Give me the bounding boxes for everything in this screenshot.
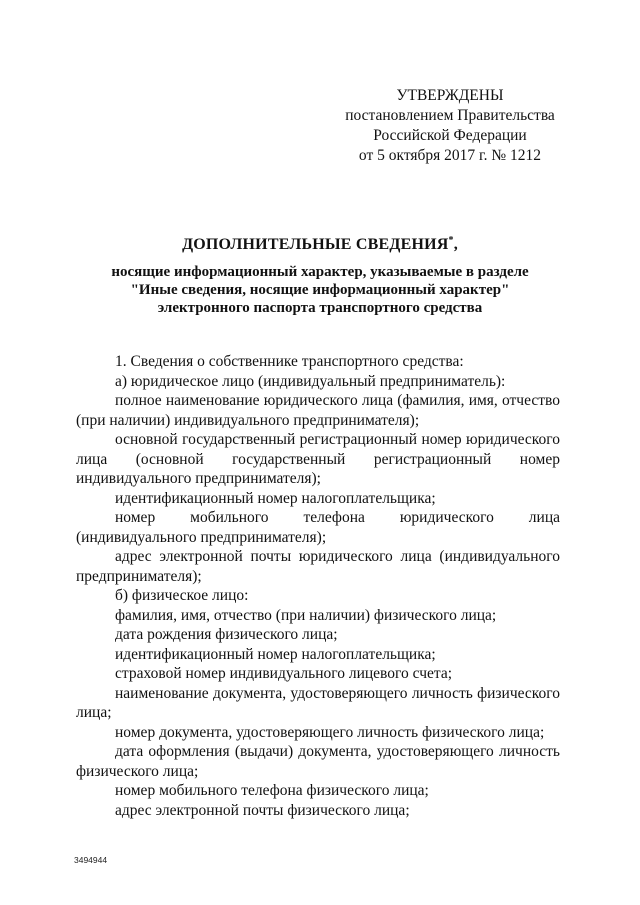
- list-item: номер мобильного телефона юридического лица (индивидуального предпринимателя);: [76, 509, 560, 546]
- approval-stamp: [330, 86, 570, 166]
- approval-government: Российской Федерации: [373, 127, 527, 144]
- list-item: фамилия, имя, отчество (при наличии) физического лица;: [115, 606, 497, 624]
- list-item: дата рождения физического лица;: [115, 626, 338, 643]
- list-item: адрес электронной почты юридического лица (индивидуального предпринимателя);: [76, 548, 560, 585]
- document-body: [76, 352, 560, 820]
- document-title-block: [76, 233, 564, 317]
- footnote-mark: *: [448, 235, 454, 246]
- subtitle-line-3: электронного паспорта транспортного средства: [157, 300, 483, 316]
- list-item: наименование документа, удостоверяющего личность физического лица;: [76, 684, 560, 721]
- approval-heading: УТВЕРЖДЕНЫ: [396, 87, 504, 104]
- subtitle-line-2: "Иные сведения, носящие информационный характер": [130, 282, 510, 298]
- section-1-heading: 1. Сведения о собственнике транспортного средства:: [115, 353, 464, 370]
- list-item: адрес электронной почты физического лица;: [115, 801, 410, 819]
- list-item: страховой номер индивидуального лицевого счета;: [115, 665, 453, 682]
- list-item: полное наименование юридического лица (фамилия, имя, отчество (при наличии) индивидуального предпринимателя);: [76, 392, 560, 429]
- subsection-b-heading: б) физическое лицо:: [115, 587, 249, 604]
- list-item: идентификационный номер налогоплательщика;: [115, 489, 436, 507]
- approval-date-number: от 5 октября 2017 г. № 1212: [358, 147, 542, 164]
- subsection-a-heading: а) юридическое лицо (индивидуальный предприниматель):: [115, 372, 506, 390]
- subtitle-line-1: носящие информационный характер, указываемые в разделе: [111, 264, 529, 280]
- document-title: [76, 233, 564, 257]
- list-item: номер документа, удостоверяющего личность физического лица;: [115, 723, 545, 741]
- list-item: дата оформления (выдачи) документа, удостоверяющего личность физического лица;: [76, 743, 560, 780]
- document-title-text: ДОПОЛНИТЕЛЬНЫЕ СВЕДЕНИЯ: [182, 236, 449, 253]
- title-comma: ,: [453, 236, 458, 253]
- document-code: 3494944: [74, 855, 108, 865]
- list-item: основной государственный регистрационный номер юридического лица (основной государственный регистрационный номер индивидуального предпринимателя);: [76, 431, 560, 487]
- document-subtitle: [76, 263, 564, 317]
- list-item: номер мобильного телефона физического лица;: [115, 782, 429, 799]
- list-item: идентификационный номер налогоплательщика;: [115, 645, 436, 663]
- approval-resolution: постановлением Правительства: [345, 107, 555, 124]
